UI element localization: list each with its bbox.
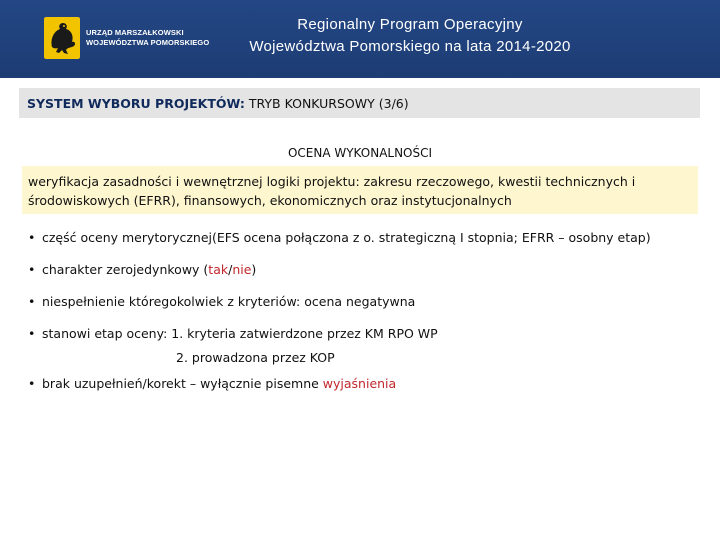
office-logo	[44, 16, 209, 60]
tak-text: tak	[208, 262, 229, 277]
nie-text: nie	[232, 262, 252, 277]
list-item	[28, 230, 651, 245]
wyjasnienia-text: wyjaśnienia	[322, 376, 397, 391]
list-item	[28, 326, 438, 341]
bullet-marker: •	[28, 230, 36, 245]
bullet-text: stanowi etap oceny: 1. kryteria zatwierdzone przez KM RPO WP	[42, 326, 438, 341]
section-heading	[19, 88, 700, 118]
bullet-continuation: 2. prowadzona przez KOP	[176, 350, 335, 365]
header-bar	[0, 0, 720, 78]
bullet-marker: •	[28, 326, 36, 341]
title-line-1: Regionalny Program Operacyjny	[297, 16, 523, 33]
page-title	[240, 14, 580, 58]
list-item	[28, 376, 396, 391]
section-heading-bold: SYSTEM WYBORU PROJEKTÓW:	[27, 95, 245, 111]
slash-text: /	[228, 262, 233, 277]
bullet-text: część oceny merytorycznej(EFS ocena połączona z o. strategiczną I stopnia; EFRR – osobny etap)	[42, 230, 651, 245]
bullet-marker: •	[28, 262, 36, 277]
bullet-marker: •	[28, 294, 36, 309]
bullet-text: charakter zerojedynkowy (	[42, 262, 209, 277]
list-item	[28, 294, 415, 309]
highlight-box: weryfikacja zasadności i wewnętrznej logiki projektu: zakresu rzeczowego, kwestii technicznych i środowiskowych (EFRR), finansowych, ekonomicznych oraz instytucjonalnych	[22, 166, 698, 214]
list-item	[28, 262, 256, 277]
griffin-crest-icon	[44, 17, 80, 59]
section-heading-mode: TRYB KONKURSOWY (3/6)	[248, 95, 409, 111]
bullet-marker: •	[28, 376, 36, 391]
title-line-2: Województwa Pomorskiego na lata 2014-2020	[249, 38, 571, 55]
bullet-text: niespełnienie któregokolwiek z kryteriów: ocena negatywna	[42, 294, 416, 309]
logo-line-2: WOJEWÓDZTWA POMORSKIEGO	[86, 38, 210, 47]
logo-line-1: URZĄD MARSZAŁKOWSKI	[86, 28, 184, 37]
slide-subtitle: OCENA WYKONALNOŚCI	[287, 146, 433, 160]
bullet-text: brak uzupełnień/korekt – wyłącznie pisemne	[42, 376, 323, 391]
bullet-text-end: )	[251, 262, 257, 277]
